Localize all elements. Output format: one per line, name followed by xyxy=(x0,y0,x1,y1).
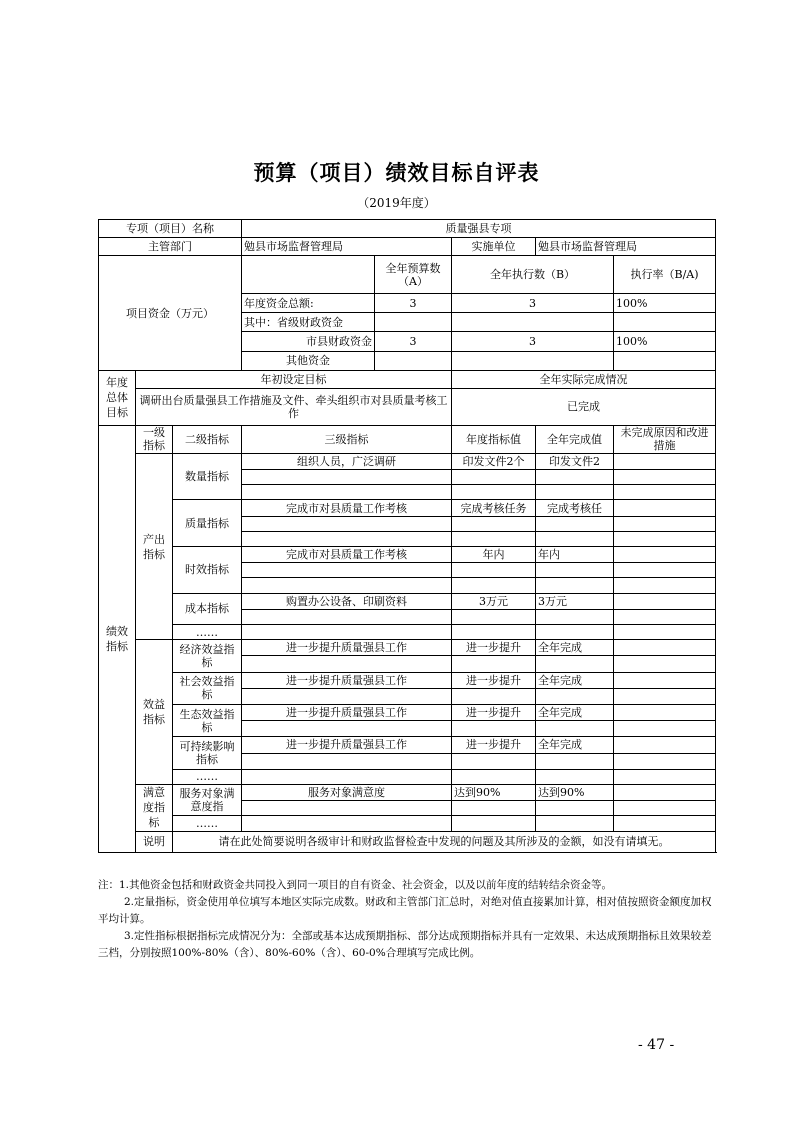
benefit-indicator-label: 效益指标 xyxy=(136,640,173,785)
funds-row-total-budget: 3 xyxy=(375,293,452,312)
sustain-l3: 进一步提升质量强县工作 xyxy=(242,737,452,753)
social-reason xyxy=(614,672,716,688)
blank-cell xyxy=(242,516,452,531)
impl-unit-value: 勉县市场监督管理局 xyxy=(536,238,716,256)
header-level2: 二级指标 xyxy=(173,425,242,453)
blank-cell xyxy=(242,578,452,593)
satisfaction-ellipsis: …… xyxy=(173,816,242,831)
blank-cell xyxy=(452,816,536,831)
goals-actual-text: 已完成 xyxy=(452,389,716,425)
goals-label: 年度总体目标 xyxy=(99,370,136,425)
econ-actual: 全年完成 xyxy=(536,640,614,656)
blank-cell xyxy=(452,624,536,639)
project-name-label: 专项（项目）名称 xyxy=(99,220,242,238)
blank-cell xyxy=(614,769,716,784)
blank-cell xyxy=(452,688,536,704)
header-target-value: 年度指标值 xyxy=(452,425,536,453)
quality-reason xyxy=(614,500,716,516)
blank-cell xyxy=(242,609,452,624)
funds-row-other-exec xyxy=(452,351,614,370)
cost-label: 成本指标 xyxy=(173,593,242,624)
blank-cell xyxy=(452,769,536,784)
funds-row-other-label: 其他资金 xyxy=(242,351,375,370)
blank-cell xyxy=(614,624,716,639)
goals-header-actual: 全年实际完成情况 xyxy=(452,370,716,388)
funds-header-exec: 全年执行数（B） xyxy=(452,256,614,293)
blank-cell xyxy=(452,516,536,531)
funds-row-province-rate xyxy=(614,313,716,332)
blank-cell xyxy=(452,470,536,485)
funds-header-budget: 全年预算数（A） xyxy=(375,256,452,293)
time-label: 时效指标 xyxy=(173,547,242,594)
quality-actual: 完成考核任 xyxy=(536,500,614,516)
sustain-target: 进一步提升 xyxy=(452,737,536,753)
notes xyxy=(98,877,716,962)
blank-cell xyxy=(242,688,452,704)
blank-cell xyxy=(614,516,716,531)
sustain-reason xyxy=(614,737,716,753)
cost-reason xyxy=(614,593,716,609)
blank-cell xyxy=(452,563,536,578)
satisfaction-group-label: 满意度指标 xyxy=(136,784,173,831)
quantity-actual: 印发文件2 xyxy=(536,453,614,469)
quantity-target: 印发文件2个 xyxy=(452,453,536,469)
eco-label: 生态效益指标 xyxy=(173,704,242,736)
blank-cell xyxy=(536,721,614,737)
header-level3: 三级指标 xyxy=(242,425,452,453)
note-1: 注：1.其他资金包括和财政资金共同投入到同一项目的自有资金、社会资金，以及以前年度的结转结余资金等。 xyxy=(98,879,613,891)
social-target: 进一步提升 xyxy=(452,672,536,688)
blank-cell xyxy=(614,470,716,485)
blank-cell xyxy=(242,816,452,831)
blank-cell xyxy=(614,563,716,578)
blank-cell xyxy=(614,688,716,704)
dept-label: 主管部门 xyxy=(99,238,242,256)
funds-row-city-exec: 3 xyxy=(452,332,614,351)
impl-unit-label: 实施单位 xyxy=(452,238,536,256)
eco-l3: 进一步提升质量强县工作 xyxy=(242,704,452,720)
quality-label: 质量指标 xyxy=(173,500,242,547)
blank-cell xyxy=(536,816,614,831)
blank-cell xyxy=(536,753,614,769)
funds-row-total-label: 年度资金总额: xyxy=(242,293,375,312)
blank-cell xyxy=(614,578,716,593)
econ-label: 经济效益指标 xyxy=(173,640,242,672)
eco-target: 进一步提升 xyxy=(452,704,536,720)
blank-cell xyxy=(536,609,614,624)
funds-row-city-label: 市县财政资金 xyxy=(242,332,375,351)
blank-cell xyxy=(614,721,716,737)
blank-cell xyxy=(242,485,452,500)
social-label: 社会效益指标 xyxy=(173,672,242,704)
blank-cell xyxy=(614,656,716,672)
funds-header-rate: 执行率（B/A) xyxy=(614,256,716,293)
blank-cell xyxy=(536,769,614,784)
blank-cell xyxy=(452,656,536,672)
time-reason xyxy=(614,547,716,563)
eco-reason xyxy=(614,704,716,720)
page-subtitle: （2019年度） xyxy=(357,196,436,210)
remark-text: 请在此处简要说明各级审计和财政监督检查中发现的问题及其所涉及的金额，如没有请填无。 xyxy=(173,831,716,852)
header-actual-value: 全年完成值 xyxy=(536,425,614,453)
time-target: 年内 xyxy=(452,547,536,563)
blank-cell xyxy=(242,470,452,485)
blank-cell xyxy=(242,531,452,546)
blank-cell xyxy=(614,485,716,500)
econ-target: 进一步提升 xyxy=(452,640,536,656)
blank-cell xyxy=(536,516,614,531)
blank-cell xyxy=(614,753,716,769)
funds-row-city-rate: 100% xyxy=(614,332,716,351)
funds-row-province-budget xyxy=(375,313,452,332)
blank-cell xyxy=(452,485,536,500)
blank-cell xyxy=(242,721,452,737)
evaluation-table xyxy=(98,219,716,853)
funds-header-blank xyxy=(242,256,375,293)
remark-label: 说明 xyxy=(136,831,173,852)
sustain-label: 可持续影响指标 xyxy=(173,737,242,769)
econ-reason xyxy=(614,640,716,656)
social-actual: 全年完成 xyxy=(536,672,614,688)
quantity-reason xyxy=(614,453,716,469)
sustain-actual: 全年完成 xyxy=(536,737,614,753)
blank-cell xyxy=(242,769,452,784)
time-actual: 年内 xyxy=(536,547,614,563)
blank-cell xyxy=(452,721,536,737)
blank-cell xyxy=(242,624,452,639)
blank-cell xyxy=(242,801,452,816)
social-l3: 进一步提升质量强县工作 xyxy=(242,672,452,688)
funds-row-other-rate xyxy=(614,351,716,370)
output-indicator-label: 产出指标 xyxy=(136,453,173,639)
satisfaction-reason xyxy=(614,784,716,800)
header-level1: 一级指标 xyxy=(136,425,173,453)
blank-cell xyxy=(614,531,716,546)
blank-cell xyxy=(536,470,614,485)
blank-cell xyxy=(536,801,614,816)
goals-set-text: 调研出台质量强县工作措施及文件、牵头组织市对县质量考核工作 xyxy=(136,389,452,425)
quantity-l3: 组织人员，广泛调研 xyxy=(242,453,452,469)
funds-row-city-budget: 3 xyxy=(375,332,452,351)
dept-value: 勉县市场监督管理局 xyxy=(242,238,452,256)
quality-target: 完成考核任务 xyxy=(452,500,536,516)
funds-row-other-budget xyxy=(375,351,452,370)
cost-target: 3万元 xyxy=(452,593,536,609)
blank-cell xyxy=(536,656,614,672)
page-number: - 47 - xyxy=(638,1037,675,1053)
page-title: 预算（项目）绩效目标自评表 xyxy=(253,160,540,185)
note-3: 3.定性指标根据指标完成情况分为：全部或基本达成预期指标、部分达成预期指标并具有一定效果、未达成预期指标且效果较差三档，分别按照100%-80%（含）、80%-60%（含）、60-0%合理填写完成比例。 xyxy=(98,930,712,959)
blank-cell xyxy=(242,753,452,769)
blank-cell xyxy=(452,609,536,624)
cost-actual: 3万元 xyxy=(536,593,614,609)
note-2: 2.定量指标，资金使用单位填写本地区实际完成数。财政和主管部门汇总时，对绝对值直接累加计算，相对值按照资金额度加权平均计算。 xyxy=(98,896,712,925)
project-name-value: 质量强县专项 xyxy=(242,220,716,238)
blank-cell xyxy=(452,578,536,593)
blank-cell xyxy=(614,816,716,831)
blank-cell xyxy=(242,563,452,578)
blank-cell xyxy=(536,578,614,593)
blank-cell xyxy=(452,531,536,546)
goals-header-set: 年初设定目标 xyxy=(136,370,452,388)
time-l3: 完成市对县质量工作考核 xyxy=(242,547,452,563)
funds-row-province-label: 其中：省级财政资金 xyxy=(242,313,375,332)
econ-l3: 进一步提升质量强县工作 xyxy=(242,640,452,656)
output-ellipsis: …… xyxy=(173,624,242,639)
header-reason: 未完成原因和改进措施 xyxy=(614,425,716,453)
blank-cell xyxy=(452,753,536,769)
blank-cell xyxy=(536,688,614,704)
blank-cell xyxy=(242,656,452,672)
funds-row-total-rate: 100% xyxy=(614,293,716,312)
blank-cell xyxy=(614,609,716,624)
quality-l3: 完成市对县质量工作考核 xyxy=(242,500,452,516)
funds-label: 项目资金（万元） xyxy=(99,256,242,370)
blank-cell xyxy=(536,531,614,546)
blank-cell xyxy=(536,624,614,639)
quantity-label: 数量指标 xyxy=(173,453,242,500)
satisfaction-l3: 服务对象满意度 xyxy=(242,784,452,800)
blank-cell xyxy=(536,485,614,500)
satisfaction-actual: 达到90% xyxy=(536,784,614,800)
blank-cell xyxy=(452,801,536,816)
benefit-ellipsis: …… xyxy=(173,769,242,784)
eco-actual: 全年完成 xyxy=(536,704,614,720)
satisfaction-target: 达到90% xyxy=(452,784,536,800)
indicators-label: 绩效指标 xyxy=(99,425,136,852)
cost-l3: 购置办公设备、印刷资料 xyxy=(242,593,452,609)
funds-row-province-exec xyxy=(452,313,614,332)
satisfaction-label: 服务对象满意度指 xyxy=(173,784,242,815)
blank-cell xyxy=(614,801,716,816)
blank-cell xyxy=(536,563,614,578)
funds-row-total-exec: 3 xyxy=(452,293,614,312)
